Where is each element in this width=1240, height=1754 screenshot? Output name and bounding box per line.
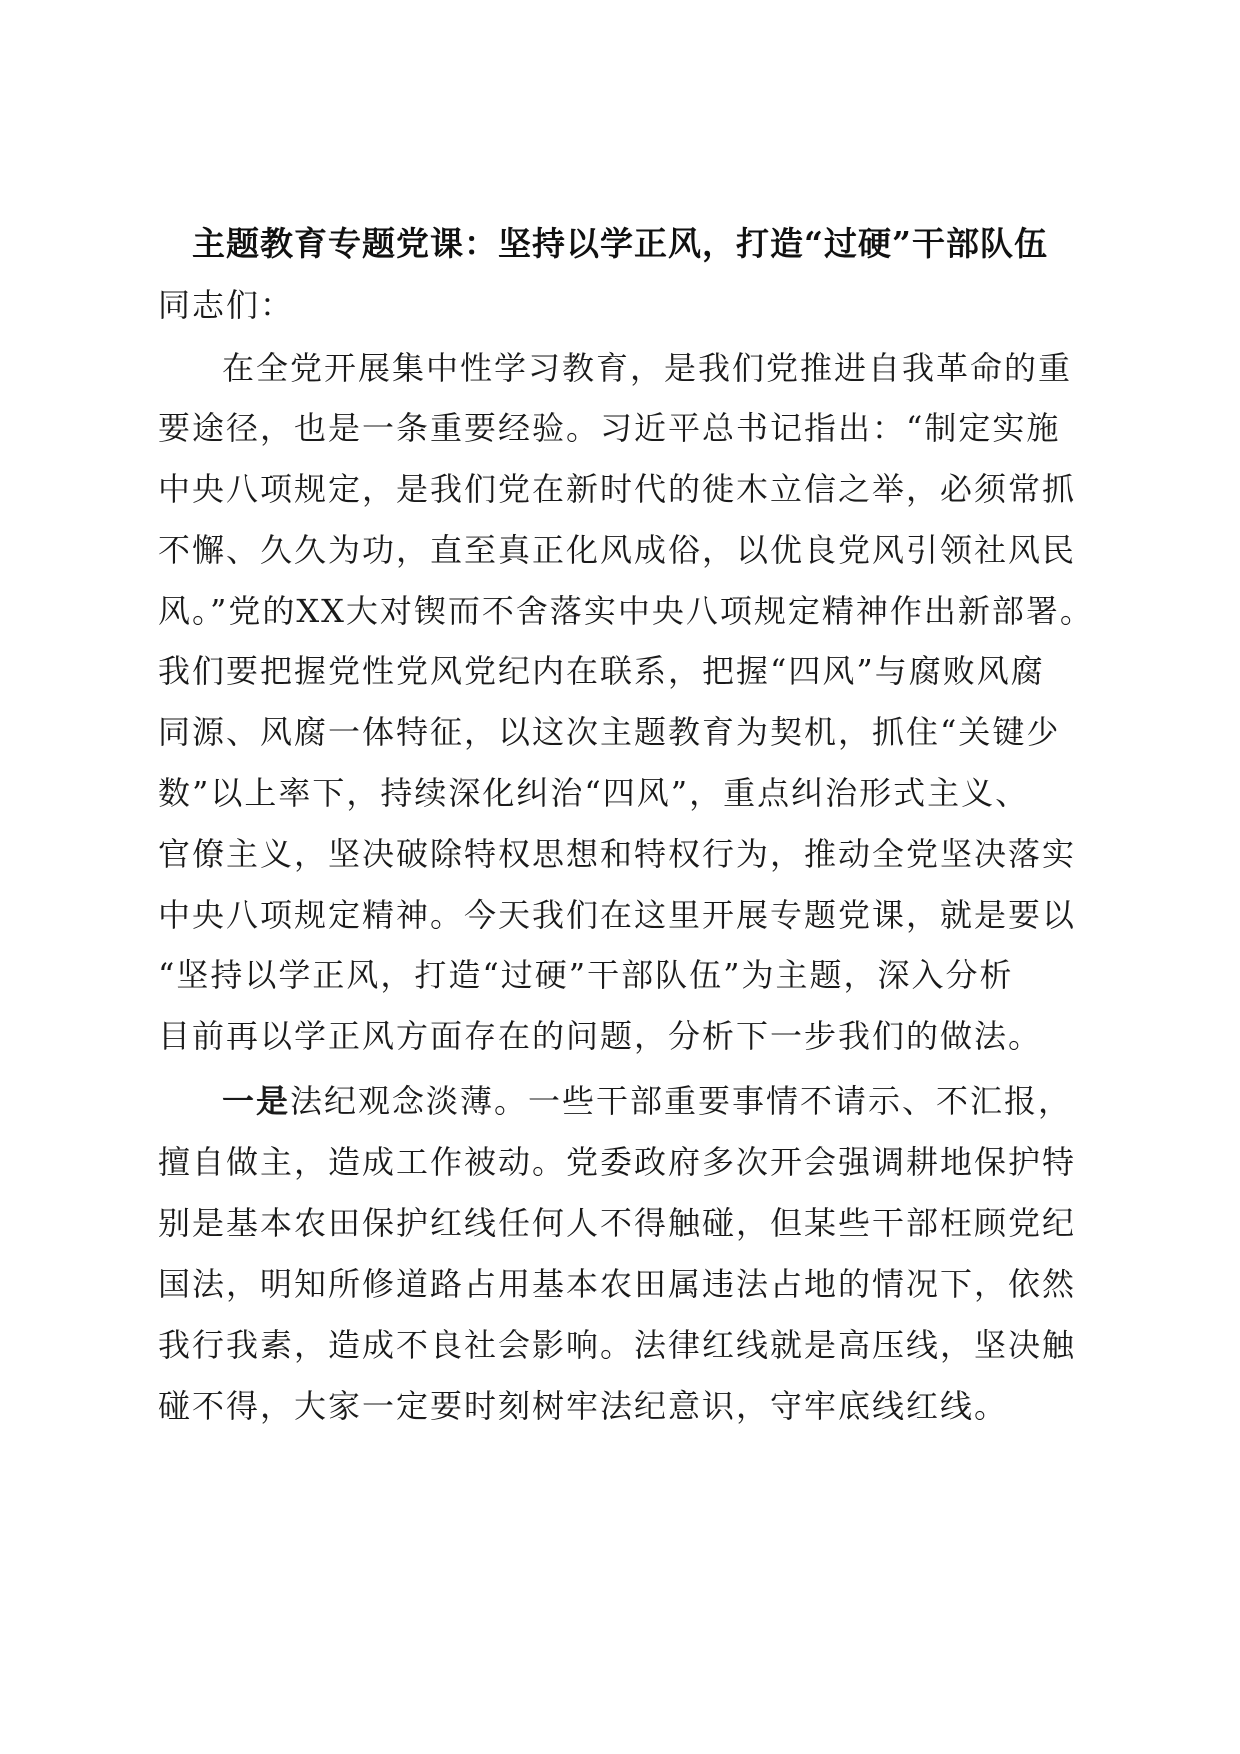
text-line: 国法，明知所修道路占用基本农田属违法占地的情况下，依然 xyxy=(158,1265,1077,1303)
text-line: 目前再以学正风方面存在的问题，分析下一步我们的做法。 xyxy=(158,1017,1043,1055)
text-line: “坚持以学正风，打造“过硬”干部队伍”为主题，深入分析 xyxy=(158,956,1014,994)
text-line xyxy=(222,1081,1072,1121)
text-line: 风。”党的XX大对锲而不舍落实中央八项规定精神作出新部署。 xyxy=(158,592,1094,630)
text-line: 不懈、久久为功，直至真正化风成俗，以优良党风引领社风民 xyxy=(158,531,1077,569)
point-one-first-line: 法纪观念淡薄。一些干部重要事情不请示、不汇报， xyxy=(290,1082,1073,1120)
text-line: 官僚主义，坚决破除特权思想和特权行为，推动全党坚决落实 xyxy=(158,835,1077,873)
text-line: 别是基本农田保护红线任何人不得触碰，但某些干部枉顾党纪 xyxy=(158,1204,1077,1242)
text-line: 中央八项规定精神。今天我们在这里开展专题党课，就是要以 xyxy=(158,896,1077,934)
point-one-lead: 一是 xyxy=(222,1082,291,1120)
salutation: 同志们： xyxy=(158,286,295,324)
text-line: 中央八项规定，是我们党在新时代的徙木立信之举，必须常抓 xyxy=(158,470,1077,508)
text-line: 同源、风腐一体特征，以这次主题教育为契机，抓住“关键少 xyxy=(158,713,1061,751)
text-line: 我们要把握党性党风党纪内在联系，把握“四风”与腐败风腐 xyxy=(158,652,1045,690)
document-title: 主题教育专题党课：坚持以学正风，打造“过硬”干部队伍 xyxy=(192,224,1048,263)
text-line: 在全党开展集中性学习教育，是我们党推进自我革命的重 xyxy=(222,349,1073,387)
text-line: 要途径，也是一条重要经验。习近平总书记指出：“制定实施 xyxy=(158,409,1061,447)
text-line: 数”以上率下，持续深化纠治“四风”，重点纠治形式主义、 xyxy=(158,774,1030,812)
text-line: 我行我素，造成不良社会影响。法律红线就是高压线，坚决触 xyxy=(158,1326,1077,1364)
text-line: 碰不得，大家一定要时刻树牢法纪意识，守牢底线红线。 xyxy=(158,1387,1009,1425)
text-line: 擅自做主，造成工作被动。党委政府多次开会强调耕地保护特 xyxy=(158,1143,1077,1181)
